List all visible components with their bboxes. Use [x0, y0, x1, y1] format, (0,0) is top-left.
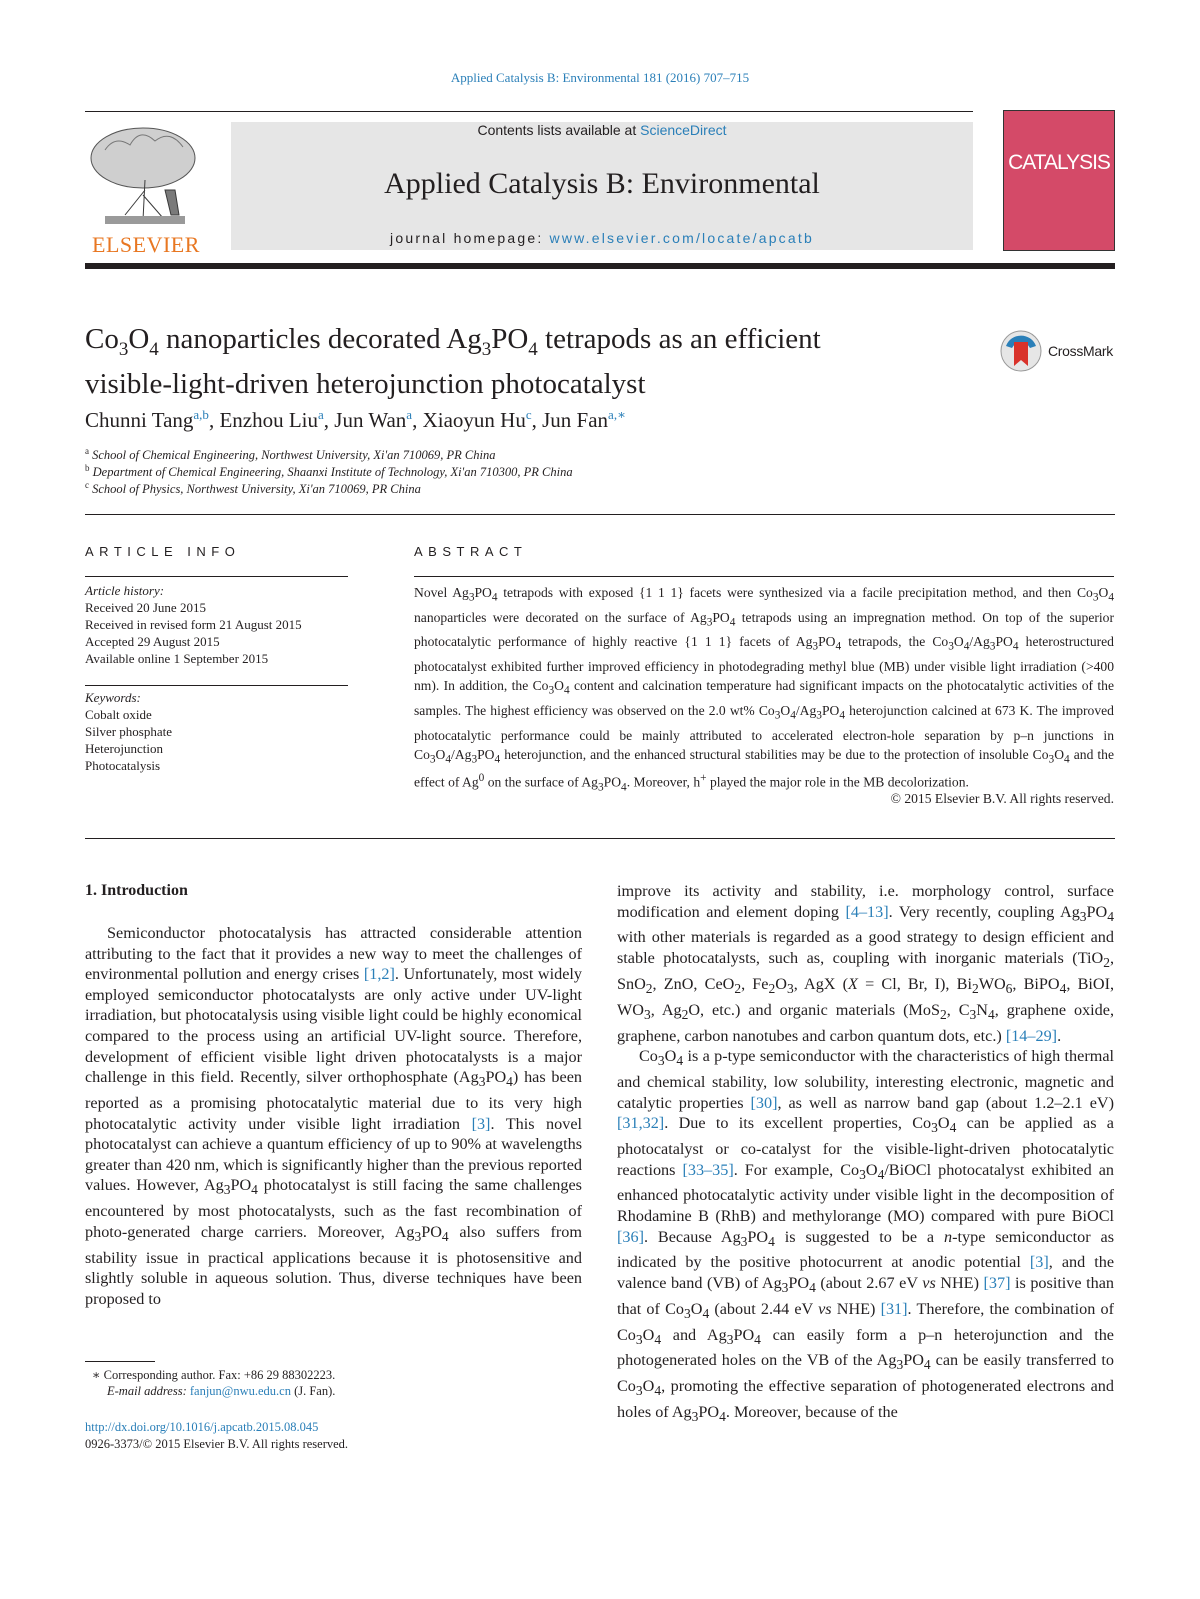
doi-link[interactable]: http://dx.doi.org/10.1016/j.apcatb.2015.08.045 [85, 1420, 319, 1434]
history-item: Received in revised form 21 August 2015 [85, 617, 302, 632]
crossmark-label[interactable]: CrossMark [1048, 343, 1113, 359]
citation-link[interactable]: [37] [983, 1273, 1011, 1292]
keyword: Heterojunction [85, 741, 163, 756]
header-rule [85, 111, 973, 112]
article-title-line2: visible-light-driven heterojunction photocatalyst [85, 367, 646, 400]
citation-link[interactable]: [31,32] [617, 1114, 665, 1133]
info-rule [85, 685, 348, 686]
author-name: Xiaoyun Hu [422, 408, 526, 432]
section-heading: 1. Introduction [85, 882, 188, 899]
author-name: Chunni Tang [85, 408, 194, 432]
homepage-prefix: journal homepage: [390, 230, 550, 246]
homepage-line [231, 230, 973, 246]
body-column-right [617, 881, 1114, 1428]
history-item: Received 20 June 2015 [85, 600, 206, 615]
paragraph: $Co_3O_4$ is a p-type semiconductor with the characteristics of high thermal and chemical stability, low solubility, interesting electronic, magnetic and catalytic properties [30], as well as narrow band gap (about 1.2–2.1 eV) [31,32]. Due to its excellent properties, $Co_3O_4$ can be applied as a photocatalyst or co-catalyst for the visible-light-driven photocatalytic reactions [33–35]. For example, $Co_3O_4$/BiOCl photocatalyst exhibited an enhanced photocatalytic activity under visible light in the decomposition of Rhodamine B (RhB) and methylorange (MO) compared with pure BiOCl [36]. Because $Ag_3PO_4$ is suggested to be a n-type semiconductor as indicated by the positive photocurrent at anodic potential [3], and the valence band (VB) of $Ag_3PO_4$ (about 2.67 eV vs NHE) [37] is positive than that of $Co_3O_4$ (about 2.44 eV vs NHE) [31]. Therefore, the combination of $Co_3O_4$ and $Ag_3PO_4$ can easily form a p–n heterojunction and the photogenerated holes on the VB of the $Ag_3PO_4$ can be easily transferred to $Co_3O_4$, promoting the effective separation of photogenerated electrons and holes of $Ag_3PO_4$. Moreover, because of the [617, 1047, 1115, 1425]
article-info-heading: ARTICLE INFO [85, 544, 241, 559]
keywords-label: Keywords: [85, 690, 141, 705]
author-list: Chunni Tang$^{a,b}$, Enzhou Liu$^a$, Jun Wan$^a$, Xiaoyun Hu$^c$, Jun Fan$^{a,∗}$ [85, 407, 626, 432]
citation-link[interactable]: [4–13] [845, 902, 889, 921]
abstract-heading: ABSTRACT [414, 544, 528, 559]
footnote-rule [85, 1361, 155, 1362]
info-rule [85, 576, 348, 577]
keywords [85, 689, 355, 774]
citation-link[interactable]: [31] [880, 1299, 908, 1318]
article-title: $Co_3O_4$ nanoparticles decorated $Ag_3PO_4$ tetrapods as an efficient visible-light-driven heterojunction photocatalyst [85, 323, 821, 400]
abstract-copyright: © 2015 Elsevier B.V. All rights reserved. [890, 791, 1114, 806]
citation-link[interactable]: [36] [617, 1227, 644, 1246]
affiliation-a: $^a$ School of Chemical Engineering, Northwest University, Xi'an 710069, PR China [85, 446, 496, 463]
author-name: Enzhou Liu [219, 408, 318, 432]
citation-link[interactable]: [1,2] [363, 965, 395, 984]
citation-link[interactable]: [33–35] [682, 1160, 734, 1179]
keyword: Cobalt oxide [85, 707, 152, 722]
author-name: Jun Wan [334, 408, 407, 432]
affiliation-c: $^c$ School of Physics, Northwest University, Xi'an 710069, PR China [85, 480, 421, 497]
journal-cover-image [1003, 110, 1115, 251]
author-name: Jun Fan [542, 408, 609, 432]
sciencedirect-link[interactable]: ScienceDirect [640, 122, 727, 138]
email-note: E-mail address: fanjun@nwu.edu.cn (J. Fan). [107, 1384, 336, 1398]
history-label: Article history: [85, 583, 165, 598]
affiliation-b: $^b$ Department of Chemical Engineering, Shaanxi Institute of Technology, Xi'an 710300, PR China [85, 463, 573, 480]
abstract-text: Novel $Ag_3PO_4$ tetrapods with exposed {1 1 1} facets were synthesized via a facile precipitation method, and then $Co_3O_4$ nanoparticles were decorated on the surface of $Ag_3PO_4$ tetrapods using an impregnation method. On top of the superior photocatalytic performance of highly reactive {1 1 1} facets of $Ag_3PO_4$ tetrapods, the $Co_3O_4/Ag_3PO_4$ heterostructured photocatalyst exhibited further improved efficiency in photodegrading methyl blue (MB) under visible light irradiation (>400 nm). In addition, the $Co_3O_4$ content and calcination temperature had significant impacts on the photocatalytic activities of the samples. The highest efficiency was observed on the 2.0 wt% $Co_3O_4/Ag_3PO_4$ heterojunction calcined at 673 K. The improved photocatalytic performance could be mainly attributed to accelerated electron-hole separation by p–n junctions in $Co_3O_4/Ag_3PO_4$ heterojunction, and the enhanced structural stabilities may be due to the protection of insoluble $Co_3O_4$ and the effect of Ag$^0$ on the surface of $Ag_3PO_4$. Moreover, h+ played the major role in the MB decolorization. [414, 585, 1115, 794]
abstract-rule [414, 576, 1114, 577]
journal-banner [231, 122, 973, 250]
publisher-wordmark: ELSEVIER [92, 232, 200, 257]
paragraph: Semiconductor photocatalysis has attracted considerable attention attributing to the fact that it provides a new way to meet the challenges of environmental pollution and energy crises [1,2]. Unfortunately, most widely employed semiconductor photocatalysts are only active under UV-light irradiation, but photocatalysis using visible light could be highly economical compared to the process using an artificial UV-light source. Therefore, development of efficient visible light driven photocatalysts is a major challenge in this field. Recently, silver orthophosphate $(Ag_3PO_4)$ has been reported as a promising photocatalytic material due to its very high photocatalytic activity under visible light irradiation [3]. This novel photocatalyst can achieve a quantum efficiency of up to 90% at wavelengths greater than 420 nm, which is significantly higher than the previous reported values. However, $Ag_3PO_4$ photocatalyst is still facing the same challenges encountered by most photocatalysts, such as the fast recombination of photo-generated charge carriers. Moreover, $Ag_3PO_4$ also suffers from stability issue in practical applications because it is photosensitive and slightly soluble in aqueous solution. Thus, diverse techniques have been proposed to [85, 924, 582, 1308]
affiliation-rule [85, 514, 1115, 515]
keyword: Silver phosphate [85, 724, 173, 739]
issn-line: 0926-3373/© 2015 Elsevier B.V. All rights reserved. [85, 1437, 349, 1451]
citation-link[interactable]: [3] [1029, 1253, 1049, 1272]
corresponding-author-note: ∗ Corresponding author. Fax: +86 29 88302223. [92, 1368, 336, 1382]
citation-link[interactable]: [30] [750, 1093, 778, 1112]
keyword: Photocatalysis [85, 758, 161, 773]
homepage-link[interactable]: www.elsevier.com/locate/apcatb [549, 230, 814, 246]
citation-link[interactable]: [3] [471, 1114, 491, 1133]
contents-line [231, 122, 973, 138]
journal-citation[interactable]: Applied Catalysis B: Environmental 181 (2016) 707–715 [450, 70, 750, 85]
paragraph: improve its activity and stability, i.e. morphology control, surface modification and element doping [4–13]. Very recently, coupling $Ag_3PO_4$ with other materials is regarded as a good strategy to design efficient and stable photocatalysts, such as, coupling with inorganic materials (TiO$_2$, SnO$_2$, ZnO, CeO$_2$, $Fe_2O_3$, AgX (X = Cl, Br, I), $Bi_2WO_6$, BiPO$_4$, BiOI, $WO_3$, $Ag_2O$, etc.) and organic materials (MoS$_2$, $C_3N_4$, graphene oxide, graphene, carbon nanotubes and carbon quantum dots, etc.) [14–29]. [617, 882, 1115, 1045]
body-column-left [85, 923, 582, 1309]
email-label: E-mail address: [107, 1384, 190, 1398]
article-history [85, 582, 355, 667]
header-thick-rule [85, 263, 1115, 269]
abstract-bottom-rule [85, 838, 1115, 839]
cover-title: CATALYSIS [1008, 151, 1110, 174]
contents-prefix: Contents lists available at [477, 122, 641, 138]
history-item: Available online 1 September 2015 [85, 651, 269, 666]
journal-title: Applied Catalysis B: Environmental [384, 167, 820, 200]
email-link[interactable]: fanjun@nwu.edu.cn [189, 1384, 291, 1398]
citation-link[interactable]: [14–29] [1005, 1026, 1058, 1045]
history-item: Accepted 29 August 2015 [85, 634, 220, 649]
